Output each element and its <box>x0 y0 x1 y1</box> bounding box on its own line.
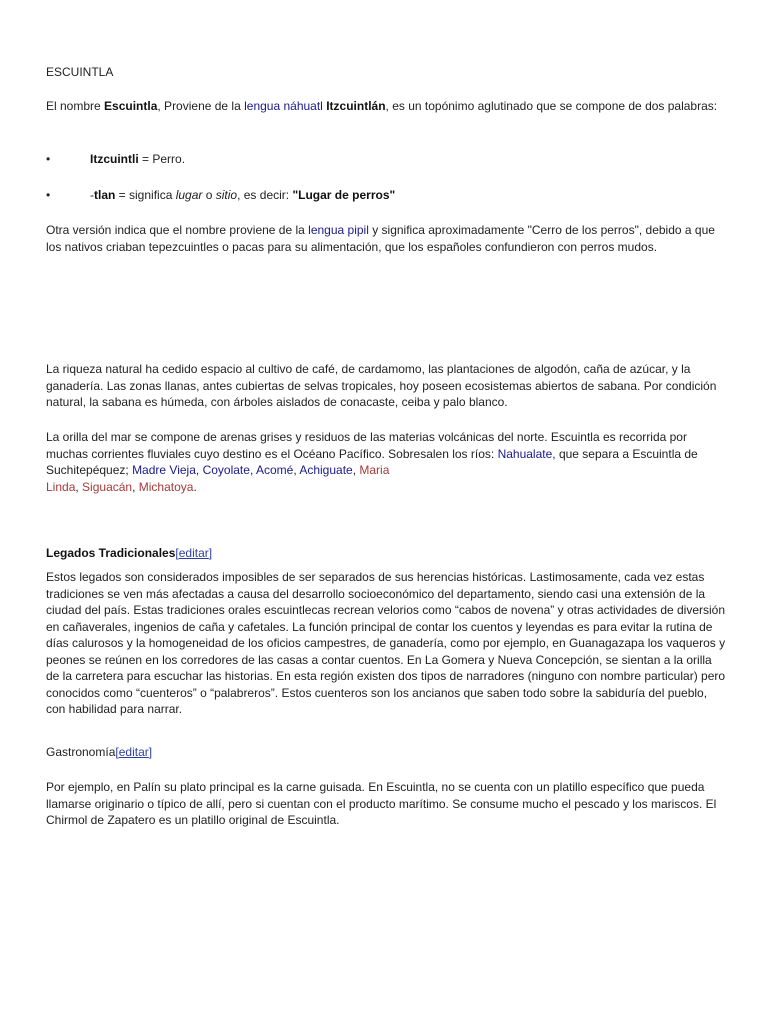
section-heading-title: Legados Tradicionales <box>46 546 176 560</box>
bullet-icon: • <box>46 188 51 202</box>
text-span: = Perro. <box>138 152 186 166</box>
bullet-text <box>90 187 395 204</box>
paragraph-rivers <box>46 429 726 495</box>
bullet-text <box>90 151 185 168</box>
bold-term-itzcuintlan: Itzcuintlán <box>326 99 386 113</box>
link-river-siguacan[interactable]: Siguacán <box>82 479 133 494</box>
section-heading-legados <box>46 545 726 562</box>
text-span: , <box>132 479 139 494</box>
link-river-nahualate[interactable]: Nahualate <box>497 446 553 461</box>
text-span: La orilla del mar se compone de arenas grises y residuos de las materias volcánicas del norte. Escuintla es recorrida por muchas corrientes fluviales cuyo destino es el Océano Pacífico. Sobresalen los ríos: <box>46 430 687 461</box>
paragraph-legados: Estos legados son considerados imposibles de ser separados de sus herencias históricas. Lastimosamente, cada vez estas tradiciones se ven más afectadas a causa del desarrollo socioeconómico del departamento, siendo casi una extensión de la ciudad del país. Estas tradiciones orales escuintlecas recrean velorios como “cabos de novena” y otras actividades de diversión en cañaverales, ingenios de caña y cafetales. La función principal de contar los cuentos y leyendas es para evitar la rutina de días calurosos y la homogeneidad de los oficios campestres, de ganadería, como por ejemplo, en Guanagazapa los vaqueros y peones se reúnen en los corredores de las casas a contar cuentos. En La Gomera y Nueva Concepción, se sientan a la orilla de la carretera para escuchar las historias. En esta región existen dos tipos de narradores (ninguno con nombre particular) pero conocidos como “cuenteros” o “palabreros”. Estos cuenteros son los ancianos que saben todo sobre la sabiduría del pueblo, con habilidad para narrar. <box>46 570 726 716</box>
bracket-open: [ <box>115 745 119 759</box>
paragraph-name-origin <box>46 98 726 115</box>
paragraph-gastronomia: Por ejemplo, en Palín su plato principal es la carne guisada. En Escuintla, no se cuenta con un platillo específico que pueda llamarse originario o típico de allí, pero si cuentan con el producto marítimo. Se consume mucho el pescado y los mariscos. El Chirmol de Zapatero es un platillo original de Escuintla. <box>46 780 717 827</box>
italic-term-lugar: lugar <box>175 188 203 202</box>
link-river-maria[interactable]: Maria <box>359 463 390 477</box>
bold-term-itzcuintli: Itzcuintli <box>90 152 139 166</box>
bracket-close: ] <box>148 745 153 759</box>
bullet-icon: • <box>46 152 51 166</box>
text-span: , es un topónimo aglutinado que se compone de dos palabras: <box>385 99 718 113</box>
link-lengua-nahuatl[interactable]: lengua náhuatl <box>244 99 323 113</box>
section-heading-gastronomia <box>46 744 726 761</box>
link-river-coyolate[interactable]: Coyolate <box>202 463 250 477</box>
document-title: ESCUINTLA <box>46 65 114 79</box>
text-span: , Proviene de la <box>157 99 245 113</box>
bracket-close: ] <box>208 546 213 560</box>
link-river-acome[interactable]: Acomé <box>255 463 294 477</box>
text-span: . <box>193 479 197 494</box>
text-span: , es decir: <box>237 188 293 202</box>
text-span: = significa <box>115 188 176 202</box>
bold-term-tlan: tlan <box>94 188 116 202</box>
link-lengua-pipil[interactable]: lengua pipil <box>308 223 369 237</box>
link-river-achiguate[interactable]: Achiguate <box>299 463 353 477</box>
text-span: y significa aproximadamente "Cerro de los perros", debido a que los nativos criaban tepezcuintles o pacas para su alimentación, que los españoles confundieron con perros mudos. <box>46 223 715 254</box>
text-span: , <box>352 463 360 477</box>
edit-link[interactable]: editar <box>178 546 209 560</box>
link-river-michatoya[interactable]: Michatoya <box>138 479 194 494</box>
text-span: o <box>202 188 216 202</box>
bracket-open: [ <box>175 546 179 560</box>
text-span: Otra versión indica que el nombre proviene de la <box>46 223 309 237</box>
text-span: , <box>293 463 300 477</box>
section-heading-title: Gastronomía <box>46 745 116 759</box>
paragraph-natural-wealth: La riqueza natural ha cedido espacio al cultivo de café, de cardamomo, las plantaciones de algodón, caña de azúcar, y la ganadería. Las zonas llanas, antes cubiertas de selvas tropicales, hoy poseen ecosistemas abiertos de sabana. Por condición natural, la sabana es húmeda, con árboles aislados de conacaste, ceiba y palo blanco. <box>46 362 717 409</box>
text-span: , <box>195 463 203 477</box>
bold-term-lugar-de-perros: "Lugar de perros" <box>292 188 396 202</box>
text-span: El nombre <box>46 99 105 113</box>
bold-term-escuintla: Escuintla <box>104 99 158 113</box>
text-span: , que separa a Escuintla de Suchitepéquez; <box>46 446 698 477</box>
text-span: , <box>249 463 256 477</box>
text-span: , <box>75 479 83 494</box>
paragraph-other-version <box>46 222 726 255</box>
italic-term-sitio: sitio <box>215 188 238 202</box>
link-river-madre-vieja[interactable]: Madre Vieja <box>132 463 196 477</box>
text-span: - <box>90 188 94 202</box>
link-river-linda[interactable]: Linda <box>46 479 76 494</box>
edit-link[interactable]: editar <box>118 745 149 759</box>
